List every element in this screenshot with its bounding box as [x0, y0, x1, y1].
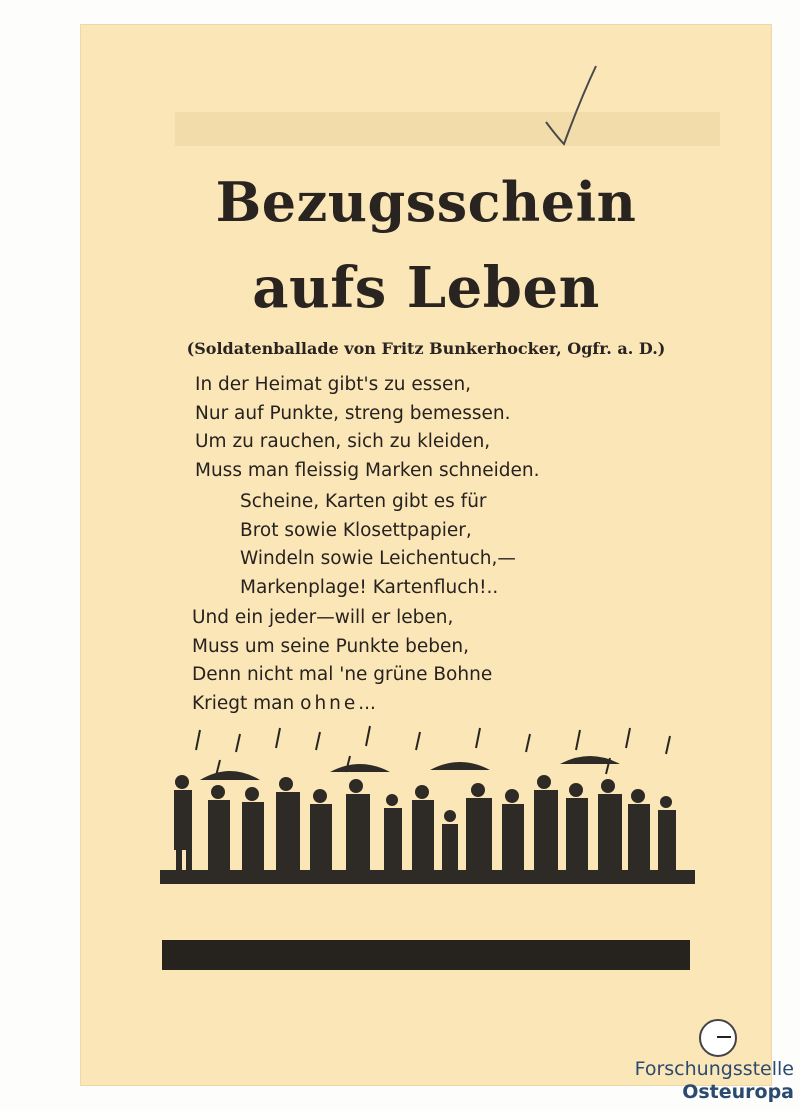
verse-line: Brot sowie Klosettpapier,	[240, 519, 472, 541]
title-line-2: aufs Leben	[252, 255, 600, 321]
verse-line: Windeln sowie Leichentuch,—	[240, 548, 516, 570]
spaced-word: ohne	[300, 692, 359, 714]
verse-line: Muss man fleissig Marken schneiden.	[195, 459, 540, 481]
verse-line: Nur auf Punkte, streng bemessen.	[195, 402, 511, 424]
archive-logo-line-1: Forschungsstelle	[634, 1058, 794, 1080]
verse-text: Kriegt man	[192, 692, 295, 714]
bleed-through-band	[175, 112, 720, 146]
verse-line-last	[192, 690, 492, 719]
archive-logo-line-2: Osteuropa	[682, 1081, 794, 1103]
subtitle: (Soldatenballade von Fritz Bunkerhocker, Ogfr. a. D.)	[186, 339, 666, 358]
archive-clock-logo-icon	[699, 1019, 737, 1057]
verse-line: Scheine, Karten gibt es für	[240, 491, 487, 512]
crowd-in-rain-woodcut	[160, 720, 695, 900]
ellipsis: ...	[358, 692, 376, 714]
verse-line: In der Heimat gibt's zu essen,	[195, 374, 472, 395]
title-line-1: Bezugsschein	[215, 170, 637, 234]
pencil-check-mark	[540, 60, 600, 150]
verse-line: Denn nicht mal 'ne grüne Bohne	[192, 664, 493, 686]
verse-line: Um zu rauchen, sich zu kleiden,	[195, 431, 491, 453]
verse-line: Muss um seine Punkte beben,	[192, 635, 469, 657]
verse-line: Markenplage! Kartenfluch!..	[240, 576, 499, 598]
verse-line: Und ein jeder—will er leben,	[192, 607, 454, 628]
black-rule-bar	[162, 940, 690, 970]
stanza-3	[192, 604, 492, 718]
stanza-1	[195, 371, 539, 485]
stanza-2	[240, 488, 516, 602]
